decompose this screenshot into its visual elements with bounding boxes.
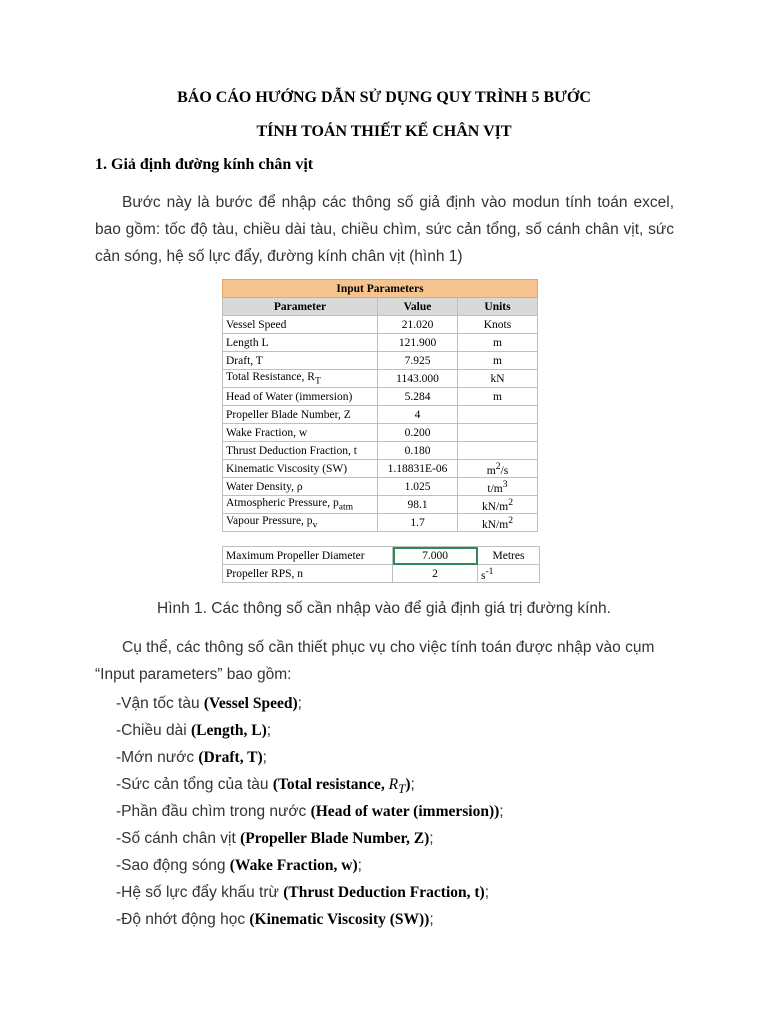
unit-superscript: 2 <box>508 496 513 508</box>
table-title: Input Parameters <box>223 280 538 298</box>
param-cell: Total Resistance, $R_T$ <box>223 370 378 388</box>
unit-superscript: 2 <box>508 514 513 526</box>
table-row <box>223 442 538 460</box>
value-cell: 98.1 <box>378 496 458 514</box>
value-cell: 121.900 <box>378 334 458 352</box>
unit-cell: kN <box>458 370 538 388</box>
param-cell: Vapour Pressure, $p_v$ <box>223 514 378 532</box>
param-cell: Atmospheric Pressure, $p_{atm}$ <box>223 496 378 514</box>
param-cell: Water Density, ρ <box>223 478 378 496</box>
table-row <box>223 334 538 352</box>
unit-superscript: 2 <box>495 460 501 472</box>
list-item: -Sao động sóng (Wake Fraction, w); <box>116 857 362 874</box>
unit-cell: $s^{-1}$ <box>478 565 540 583</box>
value-cell: 2 <box>393 565 478 583</box>
unit-cell: $t/m^3$ <box>458 478 538 496</box>
list-item-symbol-sub: T <box>398 781 406 797</box>
input-parameters-table <box>222 279 538 532</box>
unit-cell: m <box>458 388 538 406</box>
list-item: -Phần đầu chìm trong nước (Head of water (immersion)); <box>116 803 504 820</box>
list-item-term: (Total resistance, $R_T$) <box>272 776 411 797</box>
list-item-term: (Length, L) <box>190 722 267 739</box>
list-item: -Vận tốc tàu (Vessel Speed); <box>116 695 302 712</box>
para2-line2: “Input parameters” bao gồm: <box>95 666 292 683</box>
list-item: -Độ nhớt động học (Kinematic Viscosity (SW)); <box>116 911 434 928</box>
table-row <box>223 352 538 370</box>
doc-title-line1: BÁO CÁO HƯỚNG DẪN SỬ DỤNG QUY TRÌNH 5 BƯỚC <box>177 89 591 106</box>
list-item: -Hệ số lực đẩy khấu trừ (Thrust Deduction Fraction, t); <box>116 884 490 901</box>
value-cell: 21.020 <box>378 316 458 334</box>
table-row <box>223 460 538 478</box>
table-header-parameter: Parameter <box>223 298 378 316</box>
unit-cell: Knots <box>458 316 538 334</box>
unit-cell: $kN/m^2$ <box>458 496 538 514</box>
table-row <box>223 496 538 514</box>
param-cell: Wake Fraction, w <box>223 424 378 442</box>
list-item-term: (Thrust Deduction Fraction, t) <box>283 884 485 901</box>
list-item: -Chiều dài (Length, L); <box>116 722 272 739</box>
param-cell: Length L <box>223 334 378 352</box>
unit-cell: $m^2/s$ <box>458 460 538 478</box>
extra-table-row <box>223 565 540 583</box>
param-cell: Propeller RPS, n <box>223 565 393 583</box>
list-item-term: (Head of water (immersion)) <box>310 803 500 820</box>
list-item: -Số cánh chân vịt (Propeller Blade Number, Z); <box>116 830 434 847</box>
list-item-symbol: $R_T$ <box>388 776 406 797</box>
param-cell: Kinematic Viscosity (SW) <box>223 460 378 478</box>
input-parameters-table-wrapper <box>222 279 538 532</box>
doc-title-line2: TÍNH TOÁN THIẾT KẾ CHÂN VỊT <box>256 123 512 140</box>
table-row <box>223 478 538 496</box>
unit-superscript: 3 <box>502 478 508 490</box>
table-row <box>223 370 538 388</box>
param-cell: Propeller Blade Number, Z <box>223 406 378 424</box>
value-cell: 5.284 <box>378 388 458 406</box>
list-item-term: (Vessel Speed) <box>203 695 298 712</box>
param-cell: Vessel Speed <box>223 316 378 334</box>
value-cell: 7.925 <box>378 352 458 370</box>
param-cell: Draft, T <box>223 352 378 370</box>
extra-table-row <box>223 547 540 565</box>
extra-parameters-table <box>222 546 540 583</box>
unit-cell: $kN/m^2$ <box>458 514 538 532</box>
value-cell: 4 <box>378 406 458 424</box>
list-item-term: (Draft, T) <box>198 749 263 766</box>
unit-cell <box>458 442 538 460</box>
unit-cell: Metres <box>478 547 540 565</box>
value-cell: 1.18831E-06 <box>378 460 458 478</box>
list-item-term: (Kinematic Viscosity (SW)) <box>249 911 430 928</box>
value-cell: 1143.000 <box>378 370 458 388</box>
unit-cell <box>458 406 538 424</box>
table-row <box>223 316 538 334</box>
table-row <box>223 388 538 406</box>
table-row <box>223 514 538 532</box>
param-cell: Head of Water (immersion) <box>223 388 378 406</box>
unit-cell: m <box>458 352 538 370</box>
table-row <box>223 424 538 442</box>
param-subscript: atm <box>338 501 354 513</box>
unit-cell <box>458 424 538 442</box>
param-cell: Thrust Deduction Fraction, t <box>223 442 378 460</box>
table-row <box>223 406 538 424</box>
param-cell: Maximum Propeller Diameter <box>223 547 393 565</box>
value-cell: 0.200 <box>378 424 458 442</box>
section1-heading: 1. Giả định đường kính chân vịt <box>95 156 314 173</box>
table-header-value: Value <box>378 298 458 316</box>
unit-cell: m <box>458 334 538 352</box>
list-item-term: (Propeller Blade Number, Z) <box>240 830 430 847</box>
table-header-units: Units <box>458 298 538 316</box>
unit-superscript: -1 <box>485 565 494 577</box>
figure-caption: Hình 1. Các thông số cần nhập vào để giả định giá trị đường kính. <box>157 600 611 617</box>
extra-parameters-table-wrapper <box>222 546 540 583</box>
value-cell: 1.025 <box>378 478 458 496</box>
param-subscript: T <box>314 375 321 387</box>
para1: Bước này là bước để nhập các thông số giả định vào modun tính toán excel, bao gồm: tốc độ tàu, chiều dài tàu, chiều chìm, sức cản tổng, số cánh chân vịt, sức cản sóng, hệ số lực đẩy, đường kính chân vịt (hình 1) <box>95 194 674 265</box>
list-item: -Mớn nước (Draft, T); <box>116 749 267 766</box>
value-cell: 1.7 <box>378 514 458 532</box>
value-cell: 7.000 <box>393 547 478 565</box>
list-item: -Sức cản tổng của tàu (Total resistance, $R_T$); <box>116 776 415 797</box>
para2-line1: Cụ thể, các thông số cần thiết phục vụ cho việc tính toán được nhập vào cụm <box>122 639 655 656</box>
param-subscript: v <box>312 519 318 531</box>
value-cell: 0.180 <box>378 442 458 460</box>
list-item-term: (Wake Fraction, w) <box>229 857 358 874</box>
